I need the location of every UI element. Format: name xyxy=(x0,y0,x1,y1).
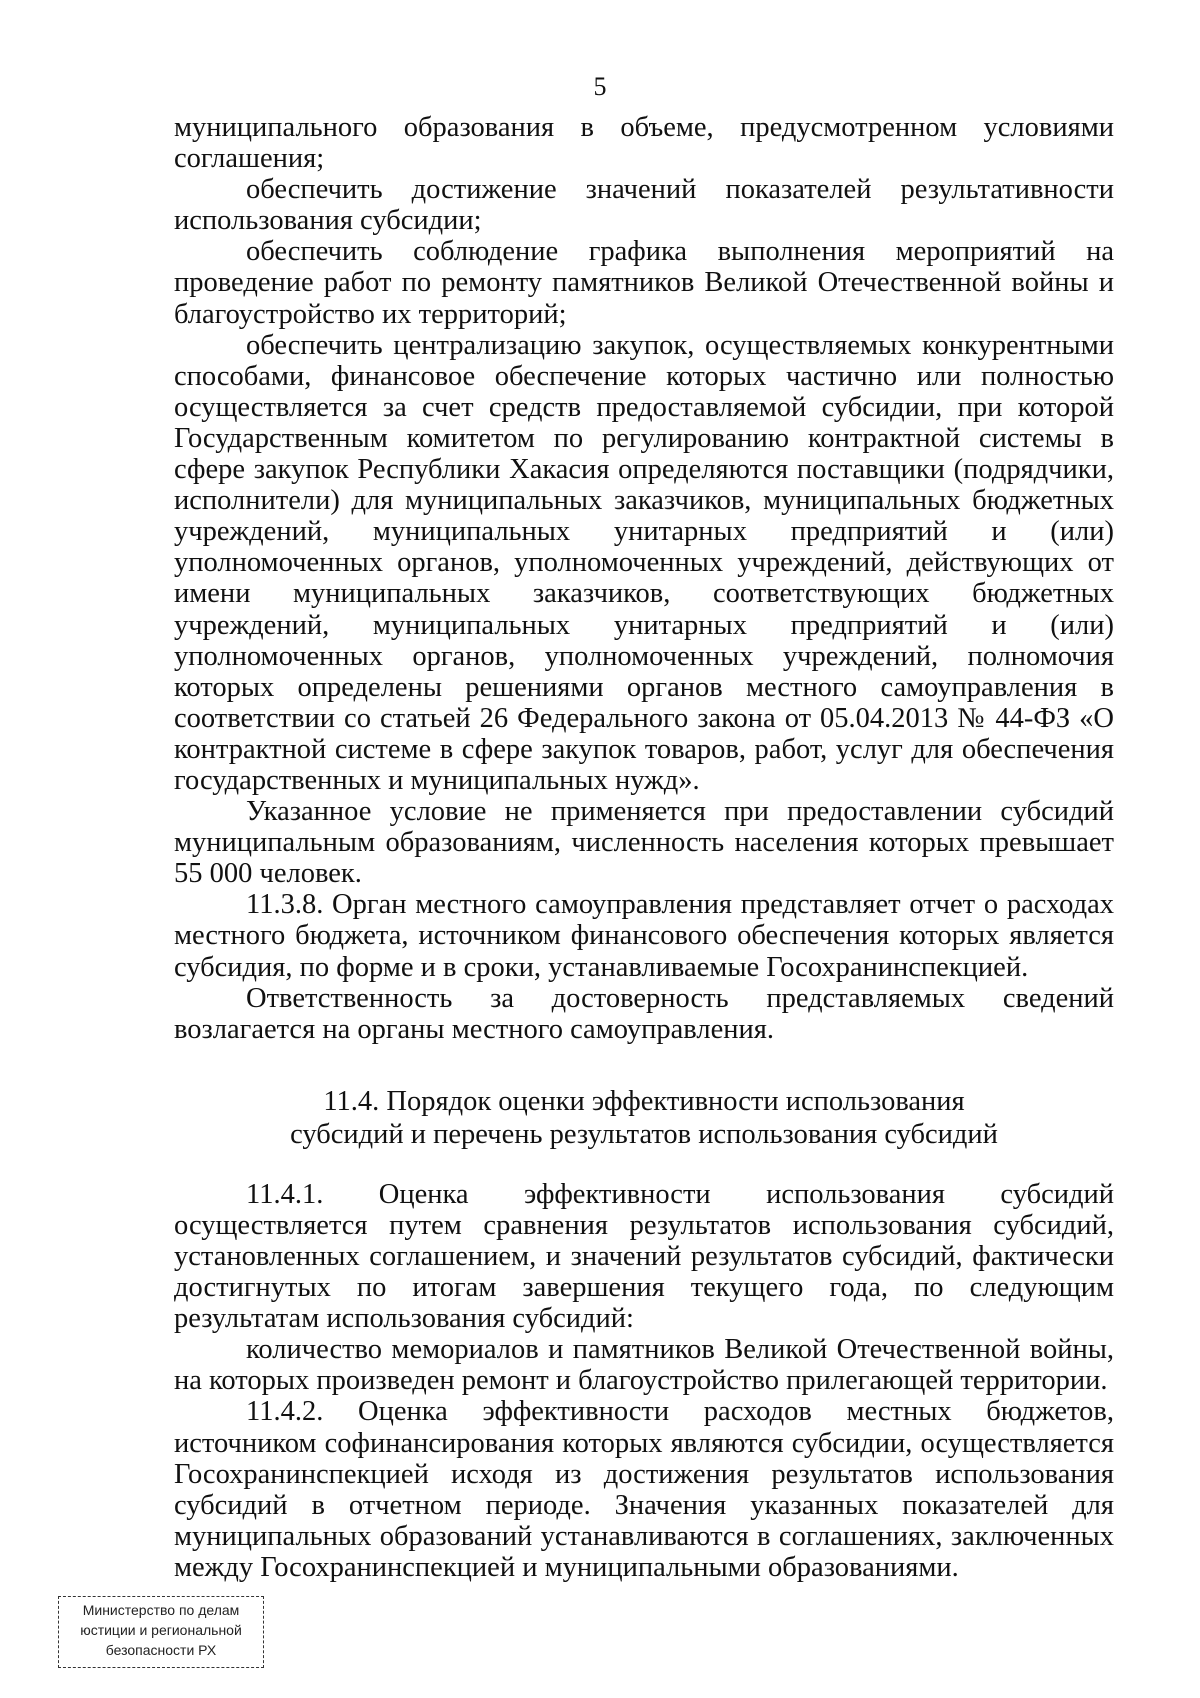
paragraph: количество мемориалов и памятников Великой Отечественной войны, на которых произведен ремонт и благоустройство прилегающей территории. xyxy=(174,1334,1114,1397)
paragraphs-after-section xyxy=(174,1179,1114,1583)
document-body xyxy=(174,112,1114,1583)
page-number: 5 xyxy=(593,72,607,101)
stamp-line-3: безопасности РХ xyxy=(105,1642,217,1658)
stamp-line-2: юстиции и региональной xyxy=(80,1622,242,1638)
paragraph: обеспечить достижение значений показателей результативности использования субсидии; xyxy=(174,174,1114,237)
paragraph: Указанное условие не применяется при предоставлении субсидий муниципальным образованиям, численность населения которых превышает 55 000 человек. xyxy=(174,796,1114,890)
stamp-line-1: Министерство по делам xyxy=(82,1602,240,1618)
section-title xyxy=(174,1085,1114,1151)
registration-stamp xyxy=(58,1596,264,1668)
paragraph: муниципального образования в объеме, предусмотренном условиями соглашения; xyxy=(174,112,1114,175)
section-title-line-2: субсидий и перечень результатов использования субсидий xyxy=(290,1118,998,1150)
paragraph: обеспечить соблюдение графика выполнения мероприятий на проведение работ по ремонту памятников Великой Отечественной войны и благоустройство их территорий; xyxy=(174,236,1114,330)
section-title-line-1: 11.4. Порядок оценки эффективности использования xyxy=(323,1085,965,1117)
paragraph: 11.4.1. Оценка эффективности использования субсидий осуществляется путем сравнения результатов использования субсидий, установленных соглашением, и значений результатов субсидий, фактически достигнутых по итогам завершения текущего года, по следующим результатам использования субсидий: xyxy=(174,1178,1114,1335)
paragraph: 11.4.2. Оценка эффективности расходов местных бюджетов, источником софинансирования которых являются субсидии, осуществляется Госохранинспекцией исходя из достижения результатов использования субсидий в отчетном периоде. Значения указанных показателей для муниципальных образований устанавливаются в соглашениях, заключенных между Госохранинспекцией и муниципальными образованиями. xyxy=(174,1396,1114,1583)
paragraph: 11.3.8. Орган местного самоуправления представляет отчет о расходах местного бюджета, источником финансового обеспечения которых является субсидия, по форме и в сроки, устанавливаемые Госохранинспекцией. xyxy=(174,889,1114,983)
paragraph: обеспечить централизацию закупок, осуществляемых конкурентными способами, финансовое обеспечение которых частично или полностью осуществляется за счет средств предоставляемой субсидии, при которой Государственным комитетом по регулированию контрактной системы в сфере закупок Республики Хакасия определяются поставщики (подрядчики, исполнители) для муниципальных заказчиков, муниципальных бюджетных учреждений, муниципальных унитарных предприятий и (или) уполномоченных органов, уполномоченных учреждений, действующих от имени муниципальных заказчиков, соответствующих бюджетных учреждений, муниципальных унитарных предприятий и (или) уполномоченных органов, уполномоченных учреждений, полномочия которых определены решениями органов местного самоуправления в соответствии со статьей 26 Федерального закона от 05.04.2013 № 44-ФЗ «О контрактной системе в сфере закупок товаров, работ, услуг для обеспечения государственных и муниципальных нужд». xyxy=(174,329,1114,796)
paragraphs-before-section xyxy=(174,112,1114,1045)
paragraph: Ответственность за достоверность представляемых сведений возлагается на органы местного самоуправления. xyxy=(174,982,1114,1045)
